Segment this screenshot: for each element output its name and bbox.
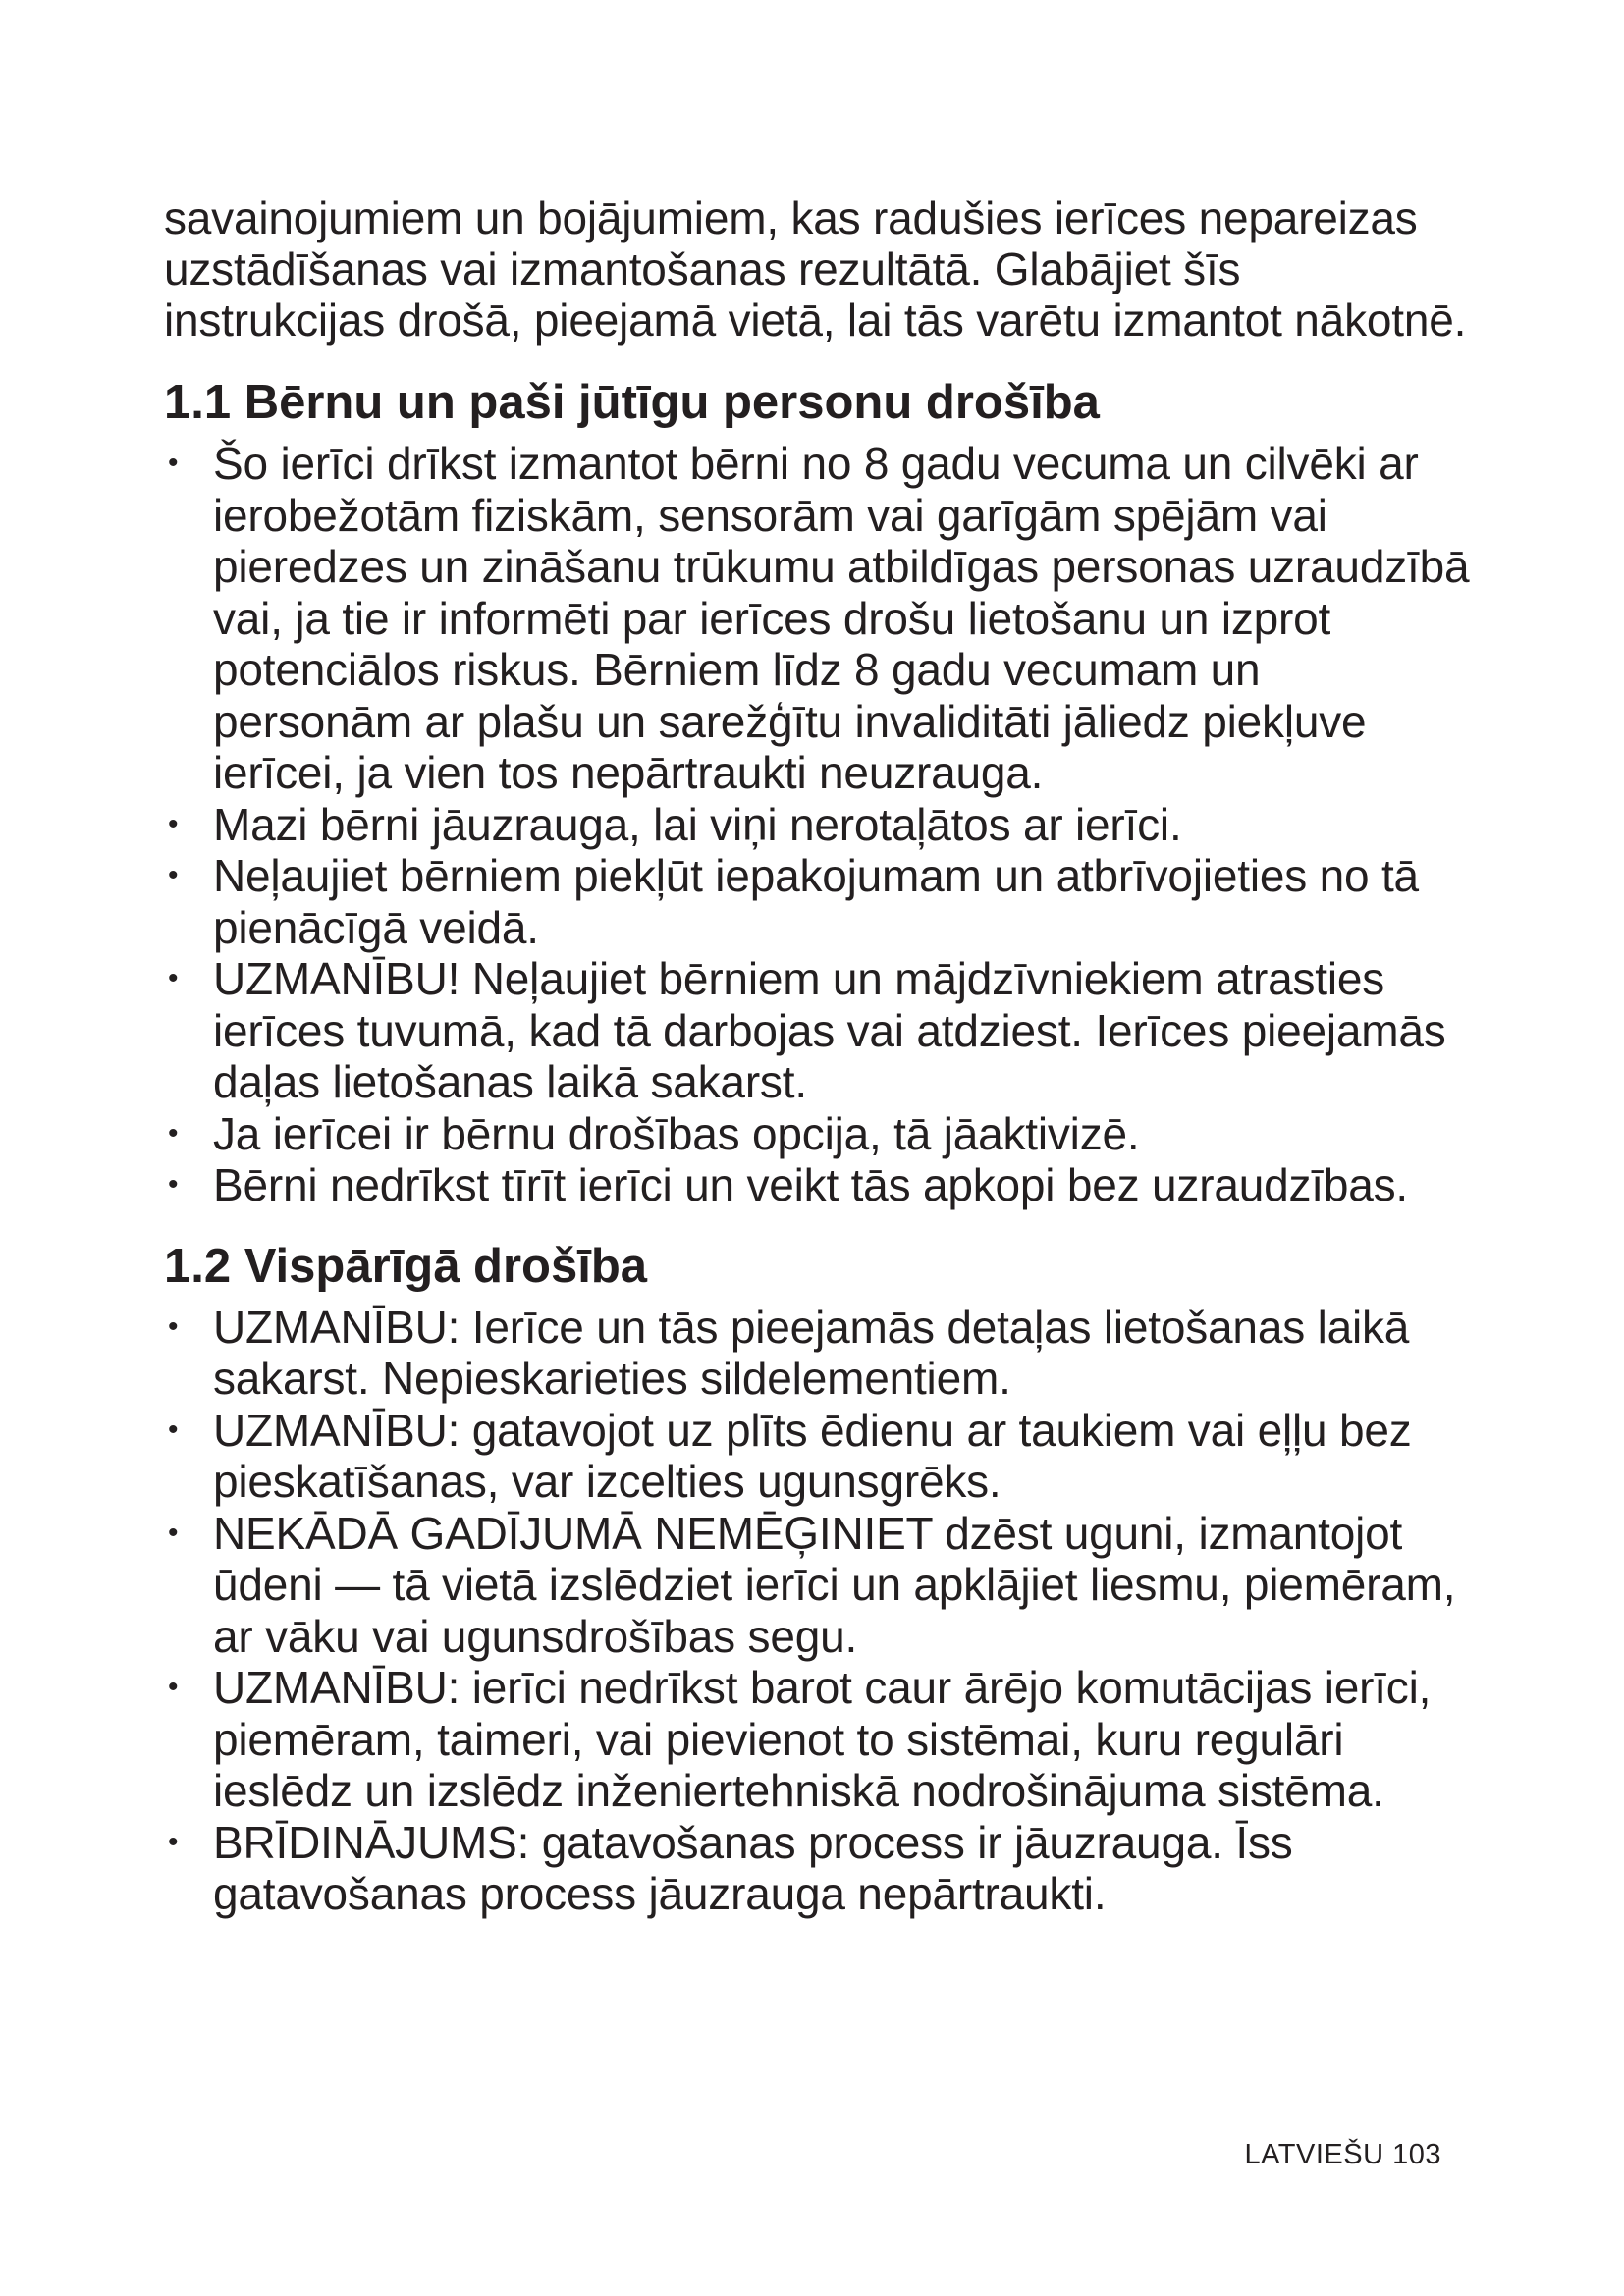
list-item: [164, 850, 1470, 953]
section-2-list: [164, 1302, 1470, 1920]
bullet-icon: •: [168, 447, 179, 479]
list-item: [164, 1508, 1470, 1663]
page-number: 103: [1392, 2139, 1441, 2170]
list-item-text: Bērni nedrīkst tīrīt ierīci un veikt tās apkopi bez uzraudzības.: [213, 1159, 1409, 1210]
bullet-icon: •: [168, 859, 179, 891]
list-item-text: UZMANĪBU: ierīci nedrīkst barot caur ārējo komutācijas ierīci, piemēram, taimeri, vai pievienot to sistēmai, kuru regulāri ieslēdz un izslēdz inženiertehniskā nodrošinājuma sistēma.: [213, 1662, 1432, 1816]
list-item: [164, 1662, 1470, 1817]
list-item-text: NEKĀDĀ GADĪJUMĀ NEMĒĢINIET dzēst uguni, izmantojot ūdeni — tā vietā izslēdziet ierīci un apklājiet liesmu, piemēram, ar vāku vai ugunsdrošības segu.: [213, 1507, 1456, 1662]
list-item: [164, 953, 1470, 1108]
list-item-text: Ja ierīcei ir bērnu drošības opcija, tā jāaktivizē.: [213, 1107, 1140, 1159]
list-item-text: BRĪDINĀJUMS: gatavošanas process ir jāuzrauga. Īss gatavošanas process jāuzrauga nepārtraukti.: [213, 1816, 1293, 1919]
list-item-text: UZMANĪBU! Neļaujiet bērniem un mājdzīvniekiem atrasties ierīces tuvumā, kad tā darbojas vai atdziest. Ierīces pieejamās daļas lietošanas laikā sakarst.: [213, 953, 1446, 1107]
bullet-icon: •: [168, 1413, 179, 1446]
bullet-icon: •: [168, 1116, 179, 1149]
section-1-list: [164, 438, 1470, 1211]
list-item: [164, 1302, 1470, 1405]
bullet-icon: •: [168, 1825, 179, 1858]
list-item-text: Mazi bērni jāuzrauga, lai viņi nerotaļātos ar ierīci.: [213, 798, 1182, 850]
page-footer: [1244, 2138, 1441, 2171]
list-item-text: Neļaujiet bērniem piekļūt iepakojumam un atbrīvojieties no tā pienācīgā veidā.: [213, 850, 1419, 953]
list-item: [164, 1108, 1470, 1160]
list-item: [164, 1405, 1470, 1508]
section-1-heading: 1.1 Bērnu un paši jūtīgu personu drošība: [164, 376, 1100, 429]
bullet-icon: •: [168, 1671, 179, 1703]
bullet-icon: •: [168, 807, 179, 840]
bullet-icon: •: [168, 1168, 179, 1201]
list-item: [164, 438, 1470, 799]
bullet-icon: •: [168, 1309, 179, 1343]
list-item: [164, 799, 1470, 851]
list-item-text: Šo ierīci drīkst izmantot bērni no 8 gadu vecuma un cilvēki ar ierobežotām fiziskām, sensorām vai garīgām spējām vai pieredzes un zināšanu trūkumu atbildīgas personas uzraudzībā vai, ja tie ir informēti par ierīces drošu lietošanu un izprot potenciālos riskus. Bērniem līdz 8 gadu vecumam un personām ar plašu un sarežģītu invaliditāti jāliedz piekļuve ierīcei, ja vien tos nepārtraukti neuzrauga.: [213, 438, 1470, 798]
list-item: [164, 1159, 1470, 1211]
bullet-icon: •: [168, 962, 179, 994]
list-item-text: UZMANĪBU: Ierīce un tās pieejamās detaļas lietošanas laikā sakarst. Nepieskarieties sildelementiem.: [213, 1301, 1410, 1404]
page-content: [164, 192, 1470, 1920]
section-2-heading: 1.2 Vispārīgā drošība: [164, 1239, 648, 1293]
bullet-icon: •: [168, 1516, 179, 1549]
list-item: [164, 1817, 1470, 1920]
list-item-text: UZMANĪBU: gatavojot uz plīts ēdienu ar taukiem vai eļļu bez pieskatīšanas, var izcelties ugunsgrēks.: [213, 1404, 1412, 1507]
intro-paragraph: savainojumiem un bojājumiem, kas radušies ierīces nepareizas uzstādīšanas vai izmantošanas rezultātā. Glabājiet šīs instrukcijas drošā, pieejamā vietā, lai tās varētu izmantot nākotnē.: [164, 192, 1467, 346]
footer-language: LATVIEŠU: [1244, 2139, 1384, 2170]
